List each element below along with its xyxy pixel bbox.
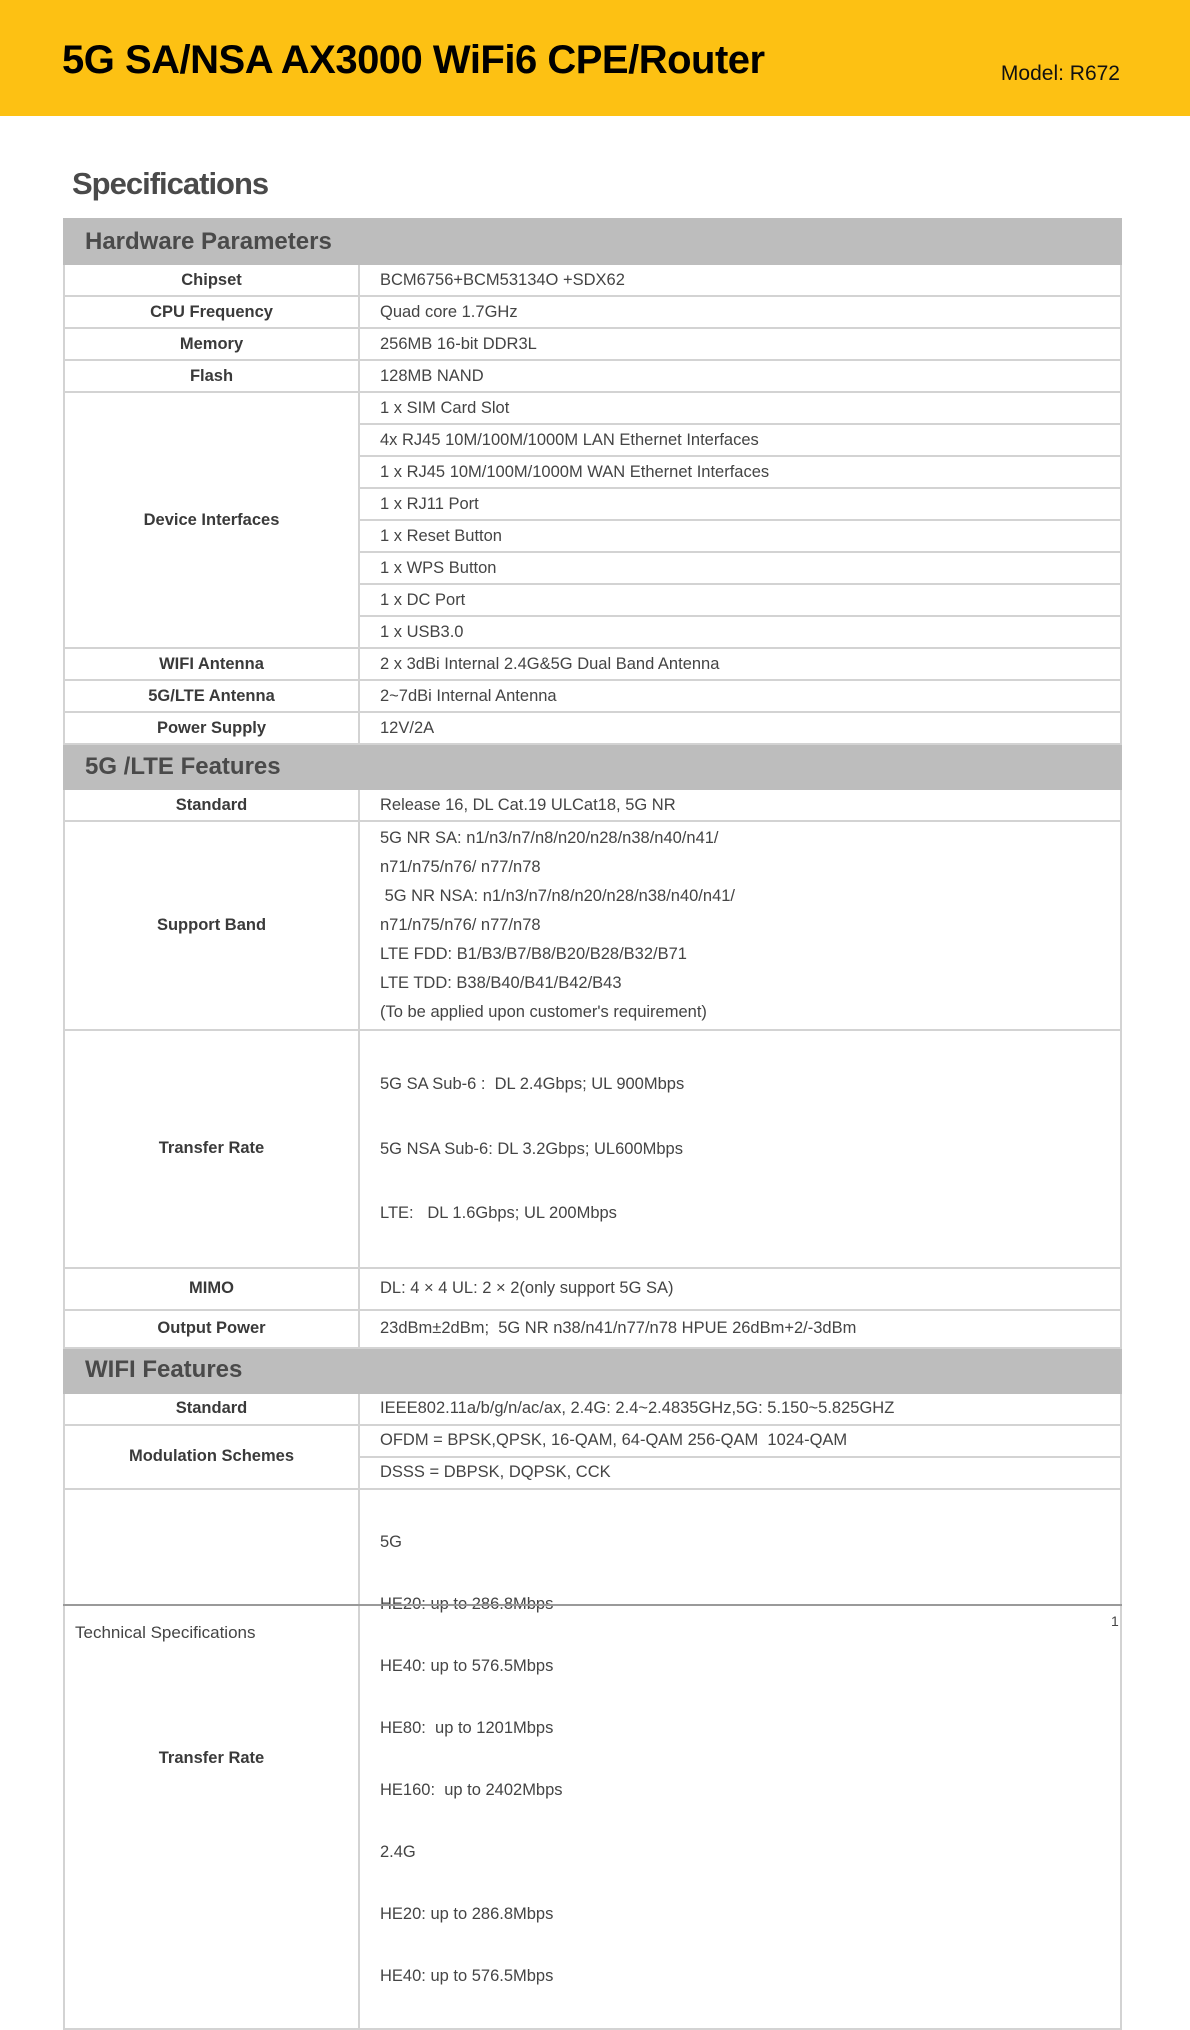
spec-value: 4x RJ45 10M/100M/1000M LAN Ethernet Interfaces — [359, 424, 1121, 456]
spec-label: CPU Frequency — [64, 296, 359, 328]
spec-label: 5G/LTE Antenna — [64, 680, 359, 712]
page-title: Specifications — [72, 166, 269, 201]
section-hardware: Hardware Parameters — [64, 219, 1121, 264]
spec-value — [359, 821, 1121, 1030]
page-number: 1 — [1111, 1613, 1119, 1629]
spec-label: Transfer Rate — [64, 1030, 359, 1268]
spec-value: 23dBm±2dBm; 5G NR n38/n41/n77/n78 HPUE 26dBm+2/-3dBm — [359, 1310, 1121, 1348]
table-row — [64, 1030, 1121, 1268]
spec-value: 1 x WPS Button — [359, 552, 1121, 584]
spec-label: Support Band — [64, 821, 359, 1030]
spec-label: MIMO — [64, 1268, 359, 1310]
table-row — [64, 328, 1121, 360]
spec-value: Release 16, DL Cat.19 ULCat18, 5G NR — [359, 789, 1121, 821]
table-row — [64, 680, 1121, 712]
spec-label: Flash — [64, 360, 359, 392]
spec-value — [359, 1489, 1121, 2029]
spec-value — [359, 1030, 1121, 1268]
value-line: 5G NR SA: n1/n3/n7/n8/n20/n28/n38/n40/n41/ — [380, 829, 719, 847]
document-title: 5G SA/NSA AX3000 WiFi6 CPE/Router — [62, 38, 765, 82]
table-row — [64, 264, 1121, 296]
spec-value: 2~7dBi Internal Antenna — [359, 680, 1121, 712]
table-row — [64, 360, 1121, 392]
spec-value: 1 x DC Port — [359, 584, 1121, 616]
table-row — [64, 1268, 1121, 1310]
value-line: LTE TDD: B38/B40/B41/B42/B43 — [380, 974, 622, 992]
spec-value: 2 x 3dBi Internal 2.4G&5G Dual Band Antenna — [359, 648, 1121, 680]
section-wifi: WIFI Features — [64, 1348, 1121, 1393]
table-row — [64, 821, 1121, 1030]
value-line: 2.4G — [380, 1842, 416, 1861]
table-row — [64, 296, 1121, 328]
header-banner — [0, 0, 1190, 116]
value-line: n71/n75/n76/ n77/n78 — [380, 916, 541, 934]
table-row — [64, 712, 1121, 744]
value-line: HE20: up to 286.8Mbps — [380, 1904, 554, 1923]
spec-label: Standard — [64, 1393, 359, 1425]
spec-value: Quad core 1.7GHz — [359, 296, 1121, 328]
footer-text: Technical Specifications — [75, 1623, 256, 1642]
value-line: n71/n75/n76/ n77/n78 — [380, 858, 541, 876]
table-row — [64, 1310, 1121, 1348]
spec-label: WIFI Antenna — [64, 648, 359, 680]
spec-label: Memory — [64, 328, 359, 360]
spec-table — [63, 218, 1122, 2030]
value-line: HE80: up to 1201Mbps — [380, 1718, 554, 1737]
table-row — [64, 648, 1121, 680]
value-line: 5G NSA Sub-6: DL 3.2Gbps; UL600Mbps — [380, 1139, 683, 1158]
value-line: (To be applied upon customer's requirement) — [380, 1003, 707, 1021]
model-label: Model: R672 — [1000, 62, 1120, 85]
table-row — [64, 1489, 1121, 2029]
value-line: 5G NR NSA: n1/n3/n7/n8/n20/n28/n38/n40/n41/ — [380, 887, 736, 905]
spec-label: Chipset — [64, 264, 359, 296]
section-lte: 5G /LTE Features — [64, 744, 1121, 789]
spec-value: OFDM = BPSK,QPSK, 16-QAM, 64-QAM 256-QAM 1024-QAM — [359, 1425, 1121, 1457]
value-line: 5G — [380, 1532, 403, 1551]
spec-value: 1 x USB3.0 — [359, 616, 1121, 648]
spec-label: Modulation Schemes — [64, 1425, 359, 1489]
spec-value: DL: 4 × 4 UL: 2 × 2(only support 5G SA) — [359, 1268, 1121, 1310]
footer-divider — [63, 1604, 1122, 1606]
spec-value: 12V/2A — [359, 712, 1121, 744]
table-row — [64, 392, 1121, 424]
table-row — [64, 789, 1121, 821]
value-line: LTE FDD: B1/B3/B7/B8/B20/B28/B32/B71 — [380, 945, 687, 963]
table-row — [64, 1393, 1121, 1425]
value-line: HE160: up to 2402Mbps — [380, 1780, 563, 1799]
spec-label: Standard — [64, 789, 359, 821]
value-line: 5G SA Sub-6 : DL 2.4Gbps; UL 900Mbps — [380, 1075, 685, 1093]
spec-value: IEEE802.11a/b/g/n/ac/ax, 2.4G: 2.4~2.4835GHz,5G: 5.150~5.825GHZ — [359, 1393, 1121, 1425]
spec-value: DSSS = DBPSK, DQPSK, CCK — [359, 1457, 1121, 1489]
spec-label: Output Power — [64, 1310, 359, 1348]
value-line: HE40: up to 576.5Mbps — [380, 1656, 554, 1675]
spec-value: BCM6756+BCM53134O +SDX62 — [359, 264, 1121, 296]
value-line: HE40: up to 576.5Mbps — [380, 1966, 554, 1985]
table-row — [64, 1425, 1121, 1457]
spec-value: 1 x RJ11 Port — [359, 488, 1121, 520]
spec-label: Transfer Rate — [64, 1489, 359, 2029]
spec-label: Device Interfaces — [64, 392, 359, 648]
spec-label: Power Supply — [64, 712, 359, 744]
spec-value: 256MB 16-bit DDR3L — [359, 328, 1121, 360]
spec-value: 1 x Reset Button — [359, 520, 1121, 552]
value-line: LTE: DL 1.6Gbps; UL 200Mbps — [380, 1204, 617, 1222]
spec-value: 1 x RJ45 10M/100M/1000M WAN Ethernet Interfaces — [359, 456, 1121, 488]
spec-value: 1 x SIM Card Slot — [359, 392, 1121, 424]
spec-value: 128MB NAND — [359, 360, 1121, 392]
